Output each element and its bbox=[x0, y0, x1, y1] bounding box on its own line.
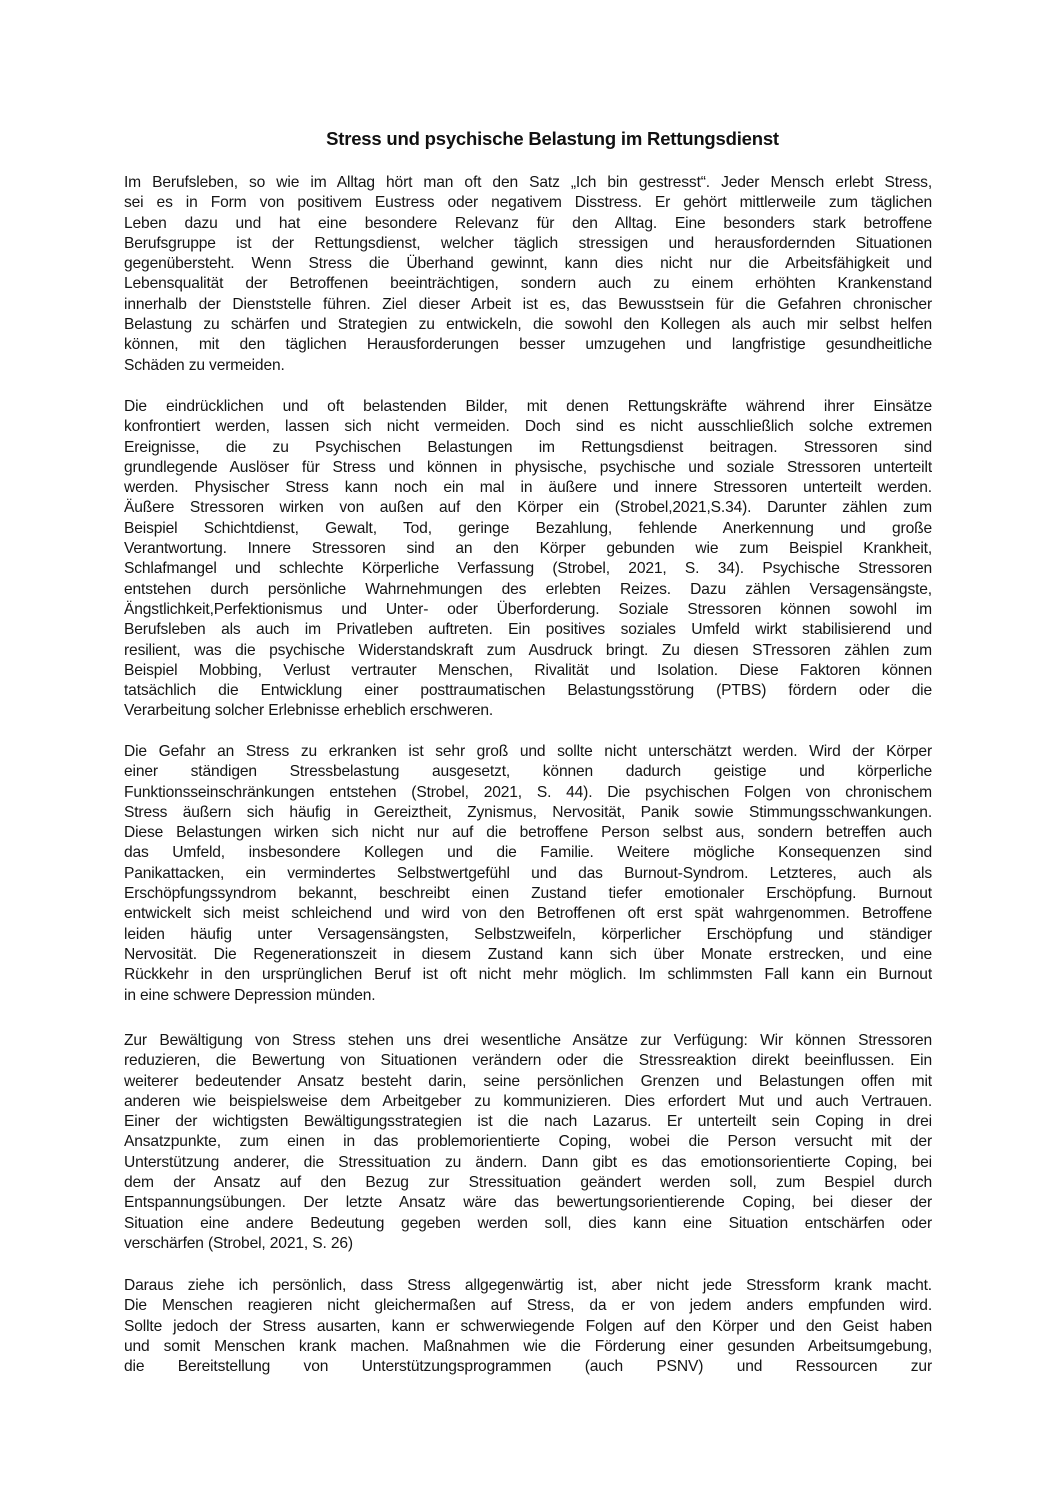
text-line: in eine schwere Depression münden. bbox=[124, 986, 376, 1004]
text-line: einer ständigen Stressbelastung ausgesetzt, können dadurch geistige und körperliche bbox=[124, 763, 932, 781]
text-line: Nervosität. Die Regenerationszeit in diesem Zustand kann sich über Monate erstrecken, und eine bbox=[124, 945, 932, 963]
paragraph-introduction bbox=[124, 173, 932, 376]
text-line: Im Berufsleben, so wie im Alltag hört man oft den Satz „Ich bin gestresst“. Jeder Mensch erlebt Stress, bbox=[124, 174, 932, 191]
text-line: entstehen durch persönliche Wahrnehmungen des erlebten Reizes. Dazu zählen Versagensängste, bbox=[124, 580, 932, 598]
text-line: Die Gefahr an Stress zu erkranken ist sehr groß und sollte nicht unterschätzt werden. Wird der Körper bbox=[124, 743, 932, 760]
text-line: anderen wie beispielsweise dem Arbeitgeber zu kommunizieren. Dies erfordert Mut und auch Vertrauen. bbox=[124, 1092, 932, 1110]
text-line: Sollte jedoch der Stress ausarten, kann er schwerwiegende Folgen auf den Körper und den Geist haben bbox=[124, 1317, 932, 1335]
text-line: konfrontiert werden, lassen sich nicht vermeiden. Doch sind es nicht ausschließlich solche extremen bbox=[124, 418, 932, 436]
text-line: Panikattacken, ein vermindertes Selbstwertgefühl und das Burnout-Syndrom. Letzteres, auch als bbox=[124, 864, 932, 882]
text-line: Zur Bewältigung von Stress stehen uns drei wesentliche Ansätze zur Verfügung: Wir können Stressoren bbox=[124, 1032, 932, 1049]
text-line: werden. Physischer Stress kann noch ein mal in äußere und innere Stressoren unterteilt werden. bbox=[124, 479, 932, 497]
text-line: Entspannungsübungen. Der letzte Ansatz wäre das bewertungsorientierende Coping, bei dieser der bbox=[124, 1194, 932, 1212]
text-line: verschärfen (Strobel, 2021, S. 26) bbox=[124, 1234, 353, 1252]
paragraph-conclusion bbox=[124, 1276, 932, 1377]
text-line: sei es in Form von positivem Eustress oder negativem Disstress. Er gehört mittlerweile zum täglichen bbox=[124, 194, 932, 212]
text-line: Verarbeitung solcher Erlebnisse erheblich erschweren. bbox=[124, 702, 494, 720]
text-line: Einer der wichtigsten Bewältigungsstrategien ist die nach Lazarus. Er unterteilt sein Coping in drei bbox=[124, 1113, 932, 1131]
text-line: reduzieren, die Bewertung von Situationen verändern oder die Stressreaktion direkt beeinflussen. Ein bbox=[124, 1052, 932, 1070]
text-line: und somit Menschen krank machen. Maßnahmen wie die Förderung einer gesunden Arbeitsumgebung, bbox=[124, 1337, 932, 1355]
text-line: tatsächlich die Entwicklung einer posttraumatischen Belastungsstörung (PTBS) fördern oder die bbox=[124, 682, 932, 700]
text-line: gegenübersteht. Wenn Stress die Überhand gewinnt, kann dies nicht nur die Arbeitsfähigkeit und bbox=[124, 255, 932, 273]
text-line: Stress äußern sich häufig in Gereiztheit, Zynismus, Nervosität, Panik sowie Stimmungsschwankungen. bbox=[124, 803, 932, 821]
text-line: Schlafmangel und schlechte Körperliche Verfassung (Strobel, 2021, S. 34). Psychische Stressoren bbox=[124, 560, 932, 578]
text-line: Daraus ziehe ich persönlich, dass Stress allgegenwärtig ist, aber nicht jede Stressform krank macht. bbox=[124, 1277, 932, 1294]
text-line: Erschöpfungssyndrom bekannt, beschreibt einen Zustand tiefer emotionaler Erschöpfung. Burnout bbox=[124, 885, 932, 903]
text-line: grundlegende Auslöser für Stress und können in physische, psychische und soziale Stressoren unterteilt bbox=[124, 458, 932, 476]
text-line: Situation eine andere Bedeutung gegeben werden soll, dies kann eine Situation entschärfen oder bbox=[124, 1214, 932, 1232]
text-line: können, mit den täglichen Herausforderungen besser umzugehen und langfristige gesundheitliche bbox=[124, 336, 932, 354]
paragraph-coping bbox=[124, 1031, 932, 1254]
document-title: Stress und psychische Belastung im Rettungsdienst bbox=[326, 128, 779, 149]
text-line: Lebensqualität der Betroffenen beeinträchtigen, sondern auch zu einem erhöhten Krankenstand bbox=[124, 275, 932, 293]
text-line: Rückkehr in den ursprünglichen Beruf ist oft nicht mehr möglich. Im schlimmsten Fall kann ein Burnout bbox=[124, 966, 932, 984]
text-line: Leben dazu und hat eine besondere Relevanz für den Alltag. Eine besonders stark betroffene bbox=[124, 214, 932, 232]
text-line: resilient, was die psychische Widerstandskraft zum Ausdruck bringt. Zu diesen STressoren zählen zum bbox=[124, 641, 932, 659]
text-line: entwickelt sich meist schleichend und wird von den Betroffenen oft erst spät wahrgenommen. Betroffene bbox=[124, 905, 932, 923]
text-line: Diese Belastungen wirken sich nicht nur auf die betroffene Person selbst aus, sondern betreffen auch bbox=[124, 824, 932, 842]
text-line: die Bereitstellung von Unterstützungsprogrammen (auch PSNV) und Ressourcen zur bbox=[124, 1358, 932, 1376]
text-line: Ängstlichkeit,Perfektionismus und Unter- oder Überforderung. Soziale Stressoren können sowohl im bbox=[124, 600, 932, 618]
text-line: leiden häufig unter Versagensängsten, Selbstzweifeln, körperlicher Erschöpfung und ständiger bbox=[124, 925, 932, 943]
text-line: dem der Ansatz auf den Bezug zur Stressituation geändert werden soll, zum Bespiel durch bbox=[124, 1174, 932, 1192]
text-line: Beispiel Schichtdienst, Gewalt, Tod, geringe Bezahlung, fehlende Anerkennung und große bbox=[124, 519, 932, 537]
paragraph-stressors bbox=[124, 397, 932, 722]
text-line: weiterer bedeutender Ansatz besteht darin, seine persönlichen Grenzen und Belastungen offen mit bbox=[124, 1072, 932, 1090]
text-line: Schäden zu vermeiden. bbox=[124, 356, 285, 374]
text-line: Ereignisse, die zu Psychischen Belastungen im Rettungsdienst beitragen. Stressoren sind bbox=[124, 438, 932, 456]
text-line: das Umfeld, insbesondere Kollegen und die Familie. Weitere mögliche Konsequenzen sind bbox=[124, 844, 932, 862]
text-line: Die Menschen reagieren nicht gleichermaßen auf Stress, da er von jedem anders empfunden wird. bbox=[124, 1297, 932, 1315]
text-line: Beispiel Mobbing, Verlust vertrauter Menschen, Rivalität und Isolation. Diese Faktoren können bbox=[124, 661, 932, 679]
text-line: innerhalb der Dienststelle führen. Ziel dieser Arbeit ist es, das Bewusstsein für die Gefahren chronischer bbox=[124, 295, 932, 313]
text-line: Ansatzpunkte, zum einen in das problemorientierte Coping, wobei die Person versucht mit der bbox=[124, 1133, 932, 1151]
paragraph-consequences bbox=[124, 742, 932, 1006]
text-line: Funktionsseinschränkungen entstehen (Strobel, 2021, S. 44). Die psychischen Folgen von chronischem bbox=[124, 783, 932, 801]
text-line: Belastung zu schärfen und Strategien zu entwickeln, die sowohl den Kollegen als auch mir selbst helfen bbox=[124, 316, 932, 334]
text-line: Die eindrücklichen und oft belastenden Bilder, mit denen Rettungskräfte während ihrer Einsätze bbox=[124, 398, 932, 415]
text-line: Äußere Stressoren wirken von außen auf den Körper ein (Strobel,2021,S.34). Darunter zählen zum bbox=[124, 499, 932, 517]
text-line: Berufsgruppe ist der Rettungsdienst, welcher täglich stressigen und herausfordernden Situationen bbox=[124, 234, 932, 252]
text-line: Berufsleben als auch im Privatleben auftreten. Ein positives soziales Umfeld wirkt stabilisierend und bbox=[124, 621, 932, 639]
text-line: Verantwortung. Innere Stressoren sind an den Körper gebunden wie zum Beispiel Krankheit, bbox=[124, 540, 932, 558]
text-line: Unterstützung anderer, die Stressituation zu ändern. Dann gibt es das emotionsorientierte Coping, bei bbox=[124, 1153, 932, 1171]
